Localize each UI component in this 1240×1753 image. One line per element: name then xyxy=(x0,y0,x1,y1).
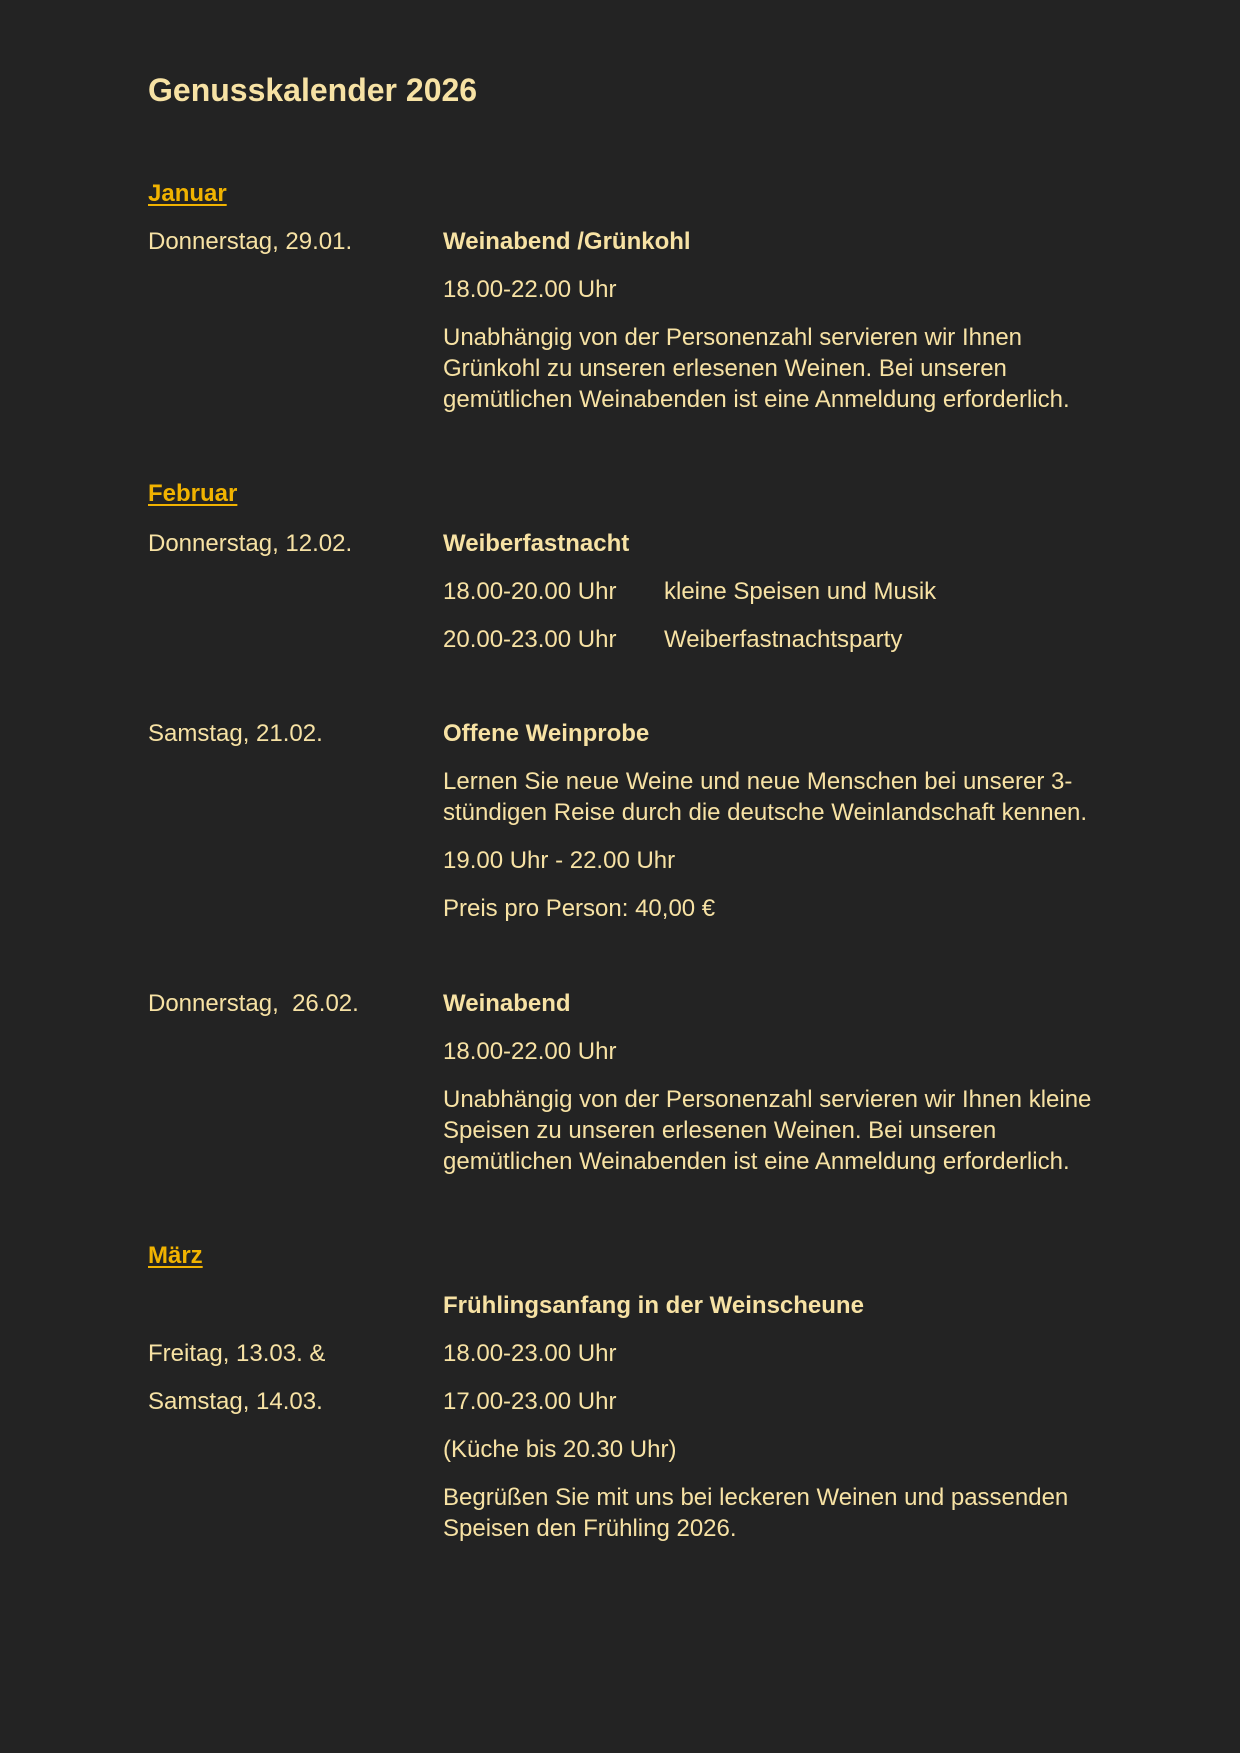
schedule-activity: kleine Speisen und Musik xyxy=(664,578,937,605)
month-heading-januar: Januar xyxy=(148,180,227,207)
event-date: Samstag, 14.03. xyxy=(148,1388,323,1415)
schedule-row xyxy=(443,624,1123,655)
event-details xyxy=(443,1290,1123,1544)
schedule-activity: Weiberfastnachtsparty xyxy=(664,626,903,653)
event-time: 18.00-22.00 Uhr xyxy=(443,1038,617,1065)
event-description: Unabhängig von der Personenzahl servieren wir Ihnen Grünkohl zu unseren erlesenen Weinen. Bei unseren gemütlichen Weinabenden ist eine Anmeldung erforderlich. xyxy=(443,324,1070,413)
event-details xyxy=(443,988,1123,1177)
month-heading-maerz: März xyxy=(148,1242,203,1269)
event-name: Frühlingsanfang in der Weinscheune xyxy=(443,1292,864,1319)
event-name: Weinabend xyxy=(443,990,571,1017)
event-description: Unabhängig von der Personenzahl servieren wir Ihnen kleine Speisen zu unseren erlesenen Weinen. Bei unseren gemütlichen Weinabenden ist eine Anmeldung erforderlich. xyxy=(443,1086,1092,1175)
event-kitchen-note: (Küche bis 20.30 Uhr) xyxy=(443,1436,677,1463)
schedule-time: 18.00-20.00 Uhr xyxy=(443,578,617,605)
event-description: Begrüßen Sie mit uns bei leckeren Weinen und passenden Speisen den Frühling 2026. xyxy=(443,1484,1069,1542)
event-time: 19.00 Uhr - 22.00 Uhr xyxy=(443,847,676,874)
event-name: Weiberfastnacht xyxy=(443,530,630,557)
event-date: Donnerstag, 12.02. xyxy=(148,530,353,557)
event-details xyxy=(443,226,1123,415)
schedule-row xyxy=(443,576,1123,607)
event-time: 18.00-22.00 Uhr xyxy=(443,276,617,303)
event-details xyxy=(443,528,1123,655)
event-name: Weinabend /Grünkohl xyxy=(443,228,691,255)
schedule-time: 20.00-23.00 Uhr xyxy=(443,626,617,653)
event-date: Donnerstag, 26.02. xyxy=(148,990,359,1017)
event-date: Freitag, 13.03. & xyxy=(148,1340,326,1367)
page-title: Genusskalender 2026 xyxy=(148,72,478,108)
month-heading-februar: Februar xyxy=(148,480,238,507)
event-details xyxy=(443,718,1123,924)
event-description: Lernen Sie neue Weine und neue Menschen bei unserer 3-stündigen Reise durch die deutsche Weinlandschaft kennen. xyxy=(443,768,1087,826)
event-name: Offene Weinprobe xyxy=(443,720,650,747)
event-date: Samstag, 21.02. xyxy=(148,720,323,747)
event-price: Preis pro Person: 40,00 € xyxy=(443,895,716,922)
event-time: 18.00-23.00 Uhr xyxy=(443,1340,617,1367)
event-time: 17.00-23.00 Uhr xyxy=(443,1388,617,1415)
event-date: Donnerstag, 29.01. xyxy=(148,228,353,255)
